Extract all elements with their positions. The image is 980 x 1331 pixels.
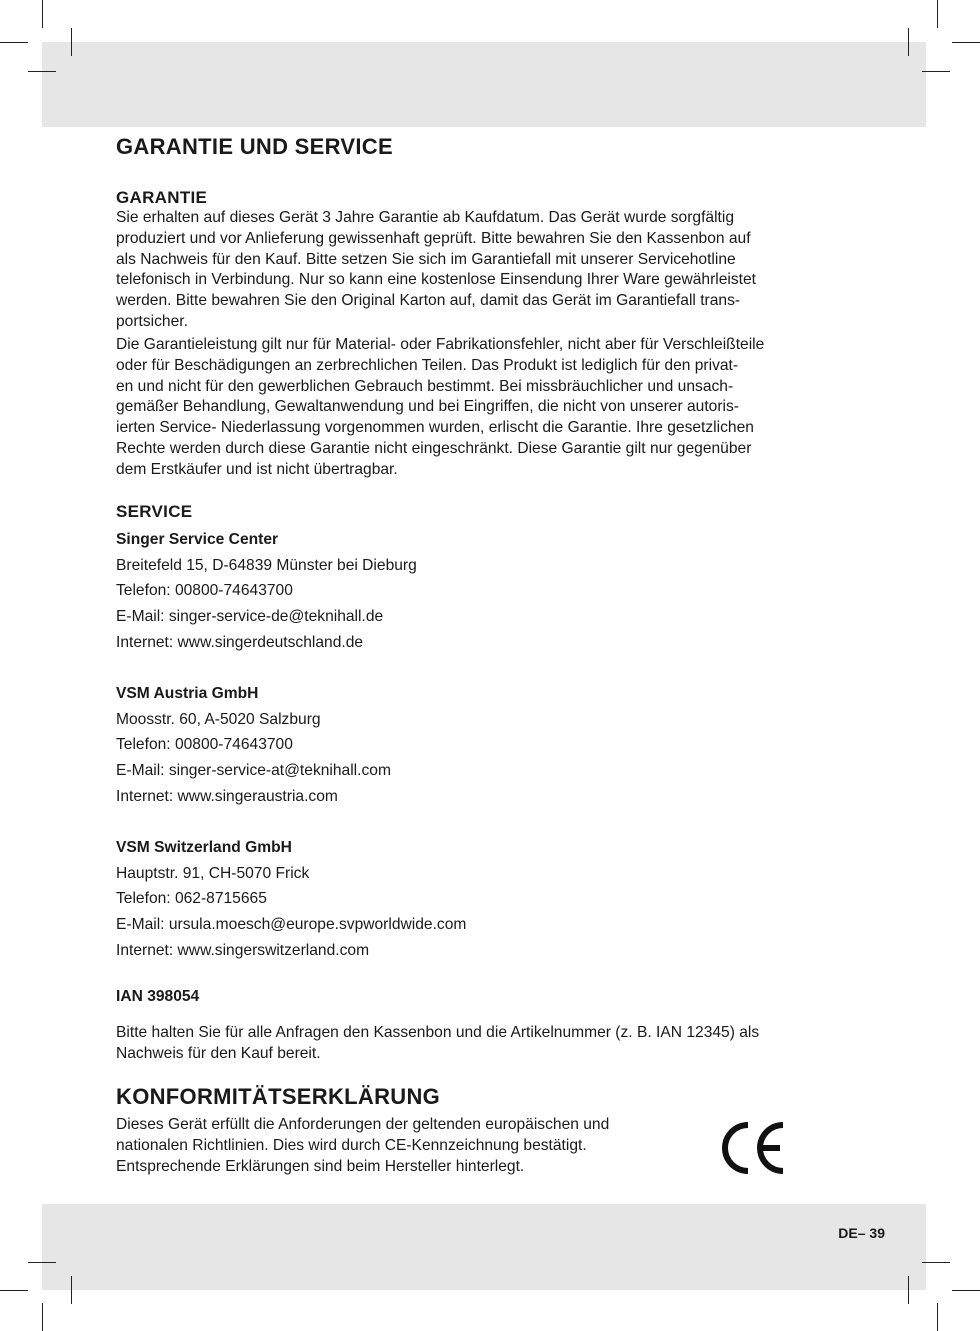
text-line: Dieses Gerät erfüllt die Anforderungen der geltenden europäischen und	[116, 1116, 610, 1133]
garantie-paragraph-1	[116, 208, 876, 333]
address: Breitefeld 15, D-64839 Münster bei Dieburg	[116, 556, 417, 574]
internet: Internet: www.singerdeutschland.de	[116, 633, 364, 651]
text-line: als Nachweis für den Kauf. Bitte setzen Sie sich im Garantiefall mit unserer Servicehotline	[116, 250, 736, 268]
text-line: telefonisch in Verbindung. Nur so kann eine kostenlose Einsendung Ihrer Ware gewährleistet	[116, 271, 757, 289]
page-number: DE– 39	[838, 1225, 885, 1241]
footer-band	[42, 1204, 926, 1290]
konformitaet-text	[116, 1115, 716, 1177]
text-line: Die Garantieleistung gilt nur für Material- oder Fabrikationsfehler, nicht aber für Verschleißteile	[116, 336, 765, 353]
text-line: produziert und vor Anlieferung gewissenhaft geprüft. Bitte bewahren Sie den Kassenbon auf	[116, 229, 751, 247]
garantie-heading: GARANTIE	[116, 188, 208, 207]
text-line: dem Erstkäufer und ist nicht übertragbar.	[116, 460, 398, 478]
service-center-austria	[116, 681, 391, 810]
text-line: Sie erhalten auf dieses Gerät 3 Jahre Garantie ab Kaufdatum. Das Gerät wurde sorgfältig	[116, 209, 735, 226]
internet: Internet: www.singeraustria.com	[116, 787, 338, 805]
service-heading: SERVICE	[116, 502, 193, 521]
phone: Telefon: 00800-74643700	[116, 582, 293, 600]
ce-mark-icon	[719, 1122, 787, 1174]
text-line: Entsprechende Erklärungen sind beim Hersteller hinterlegt.	[116, 1157, 525, 1175]
company-name: VSM Austria GmbH	[116, 685, 259, 702]
company-name: Singer Service Center	[116, 531, 279, 548]
text-line: nationalen Richtlinien. Dies wird durch CE-Kennzeichnung bestätigt.	[116, 1136, 587, 1154]
ian-note	[116, 1023, 876, 1065]
ian-number: IAN 398054	[116, 988, 200, 1005]
page-title: GARANTIE UND SERVICE	[116, 134, 393, 159]
text-line: en und nicht für den gewerblichen Gebrauch bestimmt. Bei missbräuchlicher und unsach-	[116, 377, 734, 395]
header-band	[42, 42, 926, 127]
email: E-Mail: singer-service-de@teknihall.de	[116, 608, 384, 626]
text-line: Bitte halten Sie für alle Anfragen den Kassenbon und die Artikelnummer (z. B. IAN 12345) als	[116, 1024, 760, 1041]
service-center-germany	[116, 527, 417, 656]
phone: Telefon: 062-8715665	[116, 890, 267, 908]
address: Moosstr. 60, A-5020 Salzburg	[116, 710, 321, 728]
internet: Internet: www.singerswitzerland.com	[116, 941, 370, 959]
service-center-switzerland	[116, 835, 466, 964]
text-line: portsicher.	[116, 312, 188, 330]
text-line: Nachweis für den Kauf bereit.	[116, 1044, 321, 1062]
email: E-Mail: singer-service-at@teknihall.com	[116, 762, 391, 780]
text-line: werden. Bitte bewahren Sie den Original Karton auf, damit das Gerät im Garantiefall trans-	[116, 292, 741, 310]
text-line: oder für Beschädigungen an zerbrechlichen Teilen. Das Produkt ist lediglich für den privat-	[116, 356, 739, 374]
text-line: Rechte werden durch diese Garantie nicht eingeschränkt. Diese Garantie gilt nur gegenüber	[116, 439, 752, 457]
text-line: gemäßer Behandlung, Gewaltanwendung und bei Eingriffen, die nicht von unserer autoris-	[116, 398, 739, 416]
konformitaet-heading: KONFORMITÄTSERKLÄRUNG	[116, 1084, 441, 1109]
address: Hauptstr. 91, CH-5070 Frick	[116, 864, 310, 882]
email: E-Mail: ursula.moesch@europe.svpworldwide.com	[116, 916, 467, 934]
garantie-paragraph-2	[116, 335, 876, 481]
text-line: ierten Service- Niederlassung vorgenommen wurden, erlischt die Garantie. Ihre gesetzlichen	[116, 419, 754, 437]
company-name: VSM Switzerland GmbH	[116, 839, 292, 856]
phone: Telefon: 00800-74643700	[116, 736, 293, 754]
